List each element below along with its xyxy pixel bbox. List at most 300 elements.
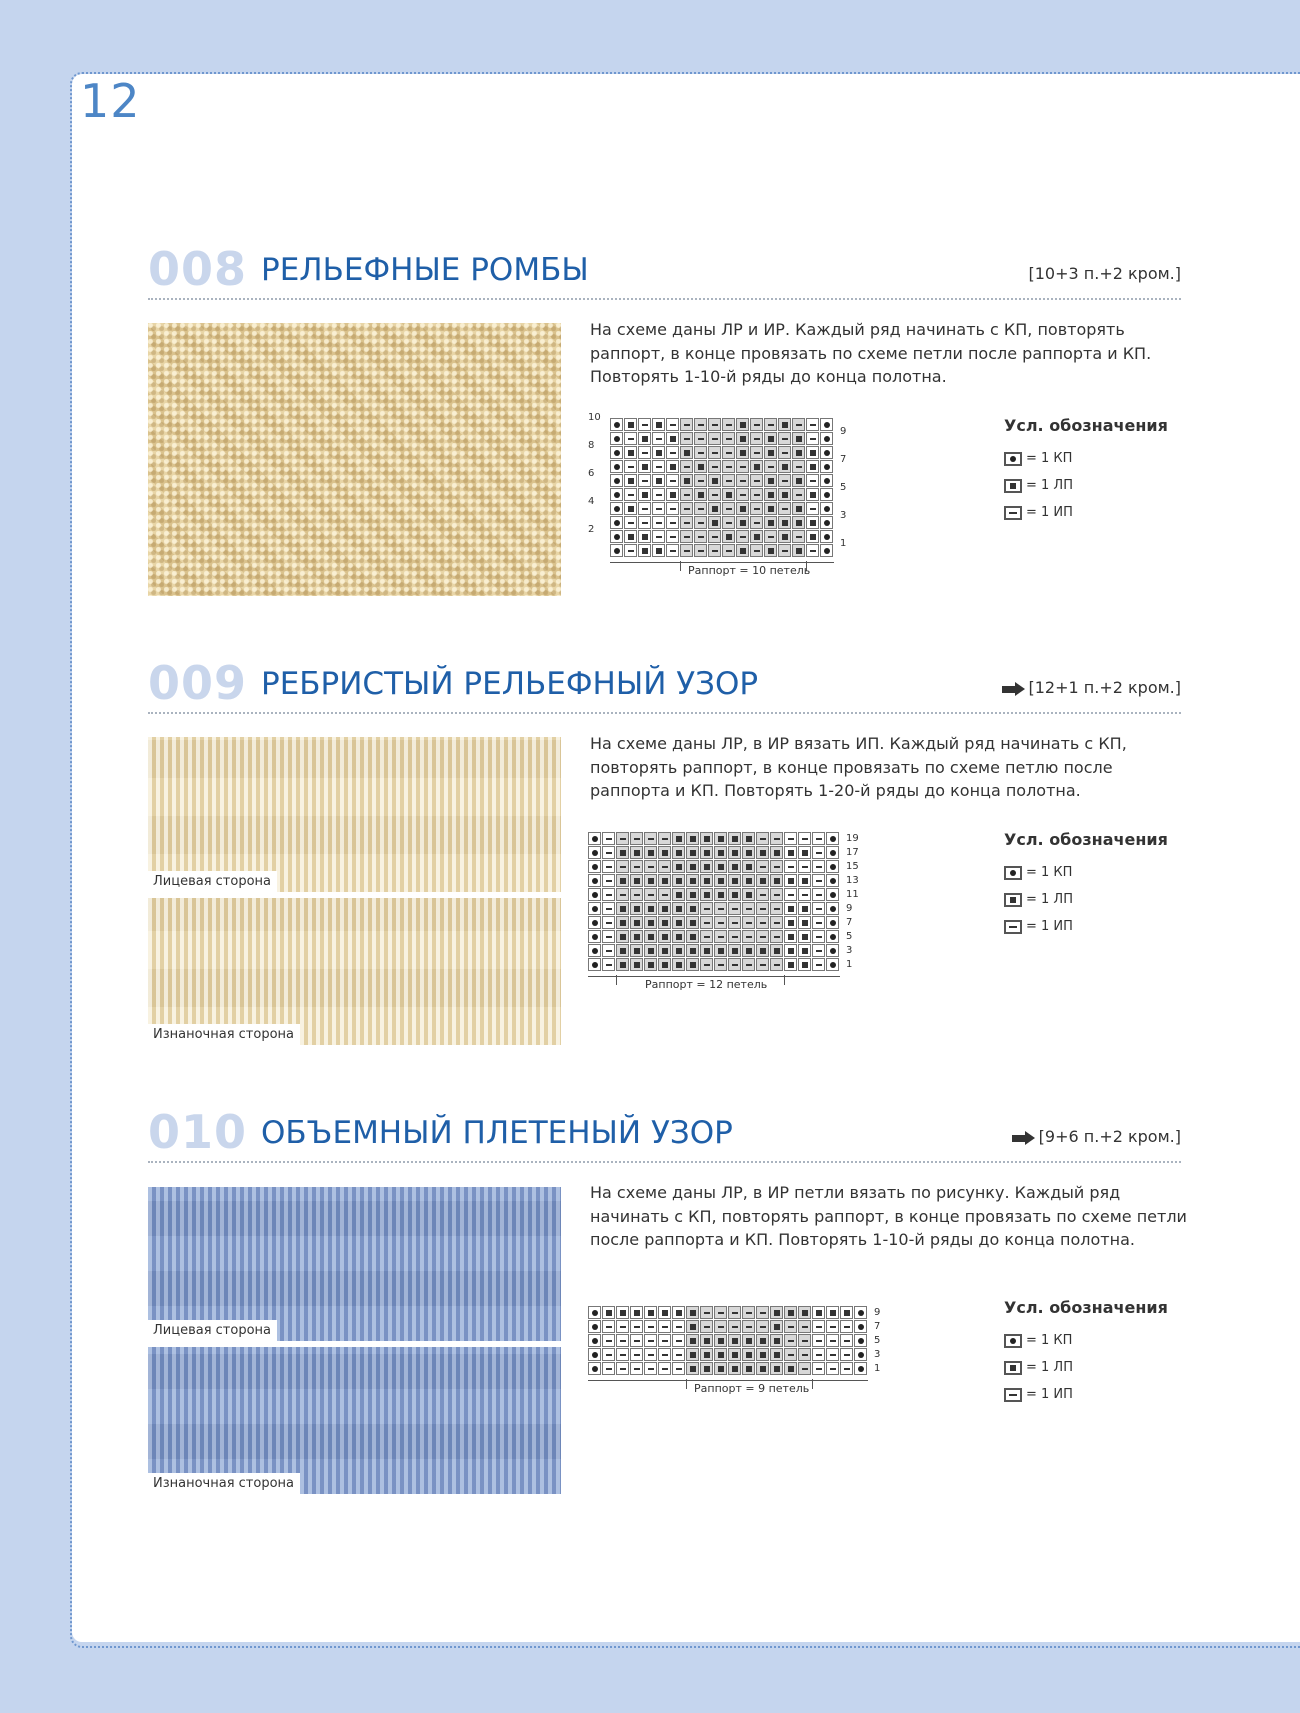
chart-cell-ip bbox=[750, 432, 763, 445]
chart-cell-ip bbox=[826, 1320, 839, 1333]
chart-cell-ip bbox=[722, 460, 735, 473]
chart-cell-ip bbox=[672, 1334, 685, 1347]
chart-cell-lp bbox=[764, 446, 777, 459]
filled-square-icon bbox=[690, 962, 696, 968]
chart-cell-lp bbox=[806, 516, 819, 529]
dash-icon bbox=[802, 1340, 808, 1342]
chart-cell-lp bbox=[624, 418, 637, 431]
chart-cell-ip bbox=[638, 502, 651, 515]
dot-icon bbox=[614, 450, 620, 456]
dot-icon bbox=[1004, 452, 1022, 466]
dash-icon bbox=[684, 466, 690, 468]
chart-cell-lp bbox=[770, 1334, 783, 1347]
chart-cell-ip bbox=[602, 1348, 615, 1361]
dot-icon bbox=[614, 422, 620, 428]
dash-icon bbox=[620, 1340, 626, 1342]
chart-cell-ip bbox=[722, 544, 735, 557]
filled-square-icon bbox=[648, 962, 654, 968]
chart-cell-lp bbox=[756, 874, 769, 887]
dash-icon bbox=[754, 494, 760, 496]
dash-icon bbox=[606, 908, 612, 910]
chart-cell-lp bbox=[792, 544, 805, 557]
dot-icon bbox=[614, 478, 620, 484]
filled-square-icon bbox=[810, 492, 816, 498]
chart-cell-lp bbox=[630, 930, 643, 943]
filled-square-icon bbox=[782, 422, 788, 428]
dot-icon bbox=[824, 450, 830, 456]
chart-cell-ip bbox=[652, 460, 665, 473]
section-number: 010 bbox=[148, 1105, 248, 1159]
chart-cell-ip bbox=[798, 1320, 811, 1333]
chart-cell-kp bbox=[610, 488, 623, 501]
chart-cell-lp bbox=[764, 488, 777, 501]
filled-square-icon bbox=[746, 1352, 752, 1358]
photo-caption: Изнаночная сторона bbox=[148, 1024, 300, 1045]
dot-icon bbox=[592, 1310, 598, 1316]
chart-cell-ip bbox=[736, 488, 749, 501]
filled-square-icon bbox=[718, 948, 724, 954]
dash-icon bbox=[746, 1326, 752, 1328]
dash-icon bbox=[620, 1326, 626, 1328]
dash-icon bbox=[754, 480, 760, 482]
knit-sample-photo-front bbox=[148, 1187, 561, 1341]
chart-cell-lp bbox=[770, 1362, 783, 1375]
dot-icon bbox=[824, 478, 830, 484]
chart-cell-ip bbox=[770, 958, 783, 971]
filled-square-icon bbox=[656, 478, 662, 484]
dash-icon bbox=[634, 894, 640, 896]
dot-icon bbox=[592, 836, 598, 842]
filled-square-icon bbox=[620, 934, 626, 940]
dash-icon bbox=[606, 880, 612, 882]
filled-square-icon bbox=[656, 450, 662, 456]
filled-square-icon bbox=[698, 464, 704, 470]
filled-square-icon bbox=[774, 948, 780, 954]
filled-square-icon bbox=[676, 948, 682, 954]
chart-row-number: 7 bbox=[846, 917, 853, 928]
dash-icon bbox=[628, 522, 634, 524]
chart-cell-lp bbox=[728, 860, 741, 873]
dot-icon bbox=[592, 1352, 598, 1358]
chart-cell-kp bbox=[588, 1320, 601, 1333]
legend-label: = 1 ЛП bbox=[1026, 892, 1073, 907]
dash-icon bbox=[628, 494, 634, 496]
chart-cell-ip bbox=[750, 474, 763, 487]
chart-cell-ip bbox=[666, 502, 679, 515]
chart-cell-lp bbox=[742, 888, 755, 901]
filled-square-icon bbox=[690, 1310, 696, 1316]
dash-icon bbox=[726, 508, 732, 510]
chart-cell-ip bbox=[644, 888, 657, 901]
dot-icon bbox=[830, 906, 836, 912]
chart-cell-ip bbox=[602, 1362, 615, 1375]
chart-cell-ip bbox=[680, 418, 693, 431]
filled-square-icon bbox=[802, 962, 808, 968]
chart-cell-ip bbox=[812, 958, 825, 971]
legend-item-lp bbox=[1004, 886, 1168, 913]
chart-cell-ip bbox=[736, 460, 749, 473]
chart-cell-lp bbox=[764, 474, 777, 487]
chart-cell-kp bbox=[588, 916, 601, 929]
filled-square-icon bbox=[768, 520, 774, 526]
chart-cell-kp bbox=[610, 446, 623, 459]
dash-icon bbox=[788, 866, 794, 868]
dot-icon bbox=[614, 436, 620, 442]
chart-cell-kp bbox=[588, 860, 601, 873]
dash-icon bbox=[676, 1368, 682, 1370]
chart-cell-lp bbox=[686, 958, 699, 971]
chart-cell-lp bbox=[764, 544, 777, 557]
chart-cell-lp bbox=[630, 846, 643, 859]
chart-cell-lp bbox=[700, 1348, 713, 1361]
filled-square-icon bbox=[648, 934, 654, 940]
chart-cell-ip bbox=[806, 544, 819, 557]
chart-cell-kp bbox=[588, 902, 601, 915]
photo-caption: Лицевая сторона bbox=[148, 871, 277, 892]
chart-cell-lp bbox=[764, 516, 777, 529]
chart-cell-ip bbox=[680, 544, 693, 557]
chart-cell-ip bbox=[630, 1348, 643, 1361]
chart-cell-ip bbox=[700, 902, 713, 915]
chart-cell-lp bbox=[686, 944, 699, 957]
chart-cell-ip bbox=[792, 460, 805, 473]
filled-square-icon bbox=[810, 520, 816, 526]
chart-cell-lp bbox=[778, 460, 791, 473]
chart-cell-lp bbox=[728, 1362, 741, 1375]
dash-icon bbox=[704, 936, 710, 938]
knit-sample-photo bbox=[148, 323, 561, 596]
chart-cell-kp bbox=[826, 930, 839, 943]
dash-icon bbox=[746, 922, 752, 924]
dash-icon bbox=[698, 438, 704, 440]
filled-square-icon bbox=[796, 450, 802, 456]
dash-icon bbox=[670, 424, 676, 426]
chart-cell-lp bbox=[770, 846, 783, 859]
dash-icon bbox=[732, 1326, 738, 1328]
chart-cell-lp bbox=[736, 502, 749, 515]
chart-cell-lp bbox=[798, 944, 811, 957]
chart-cell-ip bbox=[722, 432, 735, 445]
chart-row-number: 6 bbox=[588, 468, 595, 479]
chart-cell-lp bbox=[770, 944, 783, 957]
dot-icon bbox=[830, 864, 836, 870]
chart-cell-ip bbox=[630, 1362, 643, 1375]
filled-square-icon bbox=[690, 1352, 696, 1358]
dash-icon bbox=[698, 424, 704, 426]
dot-icon bbox=[614, 534, 620, 540]
legend-label: = 1 КП bbox=[1026, 1333, 1073, 1348]
chart-cell-ip bbox=[616, 888, 629, 901]
rapport-bracket bbox=[588, 1380, 868, 1381]
chart-cell-ip bbox=[624, 544, 637, 557]
dash-icon bbox=[648, 1354, 654, 1356]
filled-square-icon bbox=[746, 948, 752, 954]
dash-icon bbox=[620, 894, 626, 896]
filled-square-icon bbox=[740, 548, 746, 554]
chart-cell-lp bbox=[778, 418, 791, 431]
chart-cell-ip bbox=[778, 432, 791, 445]
chart-cell-lp bbox=[686, 832, 699, 845]
chart-cell-lp bbox=[644, 958, 657, 971]
legend-item-lp bbox=[1004, 1354, 1168, 1381]
filled-square-icon bbox=[690, 1338, 696, 1344]
chart-cell-lp bbox=[672, 944, 685, 957]
chart-cell-lp bbox=[806, 488, 819, 501]
chart-cell-ip bbox=[644, 1320, 657, 1333]
chart-cell-ip bbox=[624, 488, 637, 501]
chart-cell-ip bbox=[602, 832, 615, 845]
dash-icon bbox=[816, 852, 822, 854]
chart-cell-ip bbox=[826, 1334, 839, 1347]
filled-square-icon bbox=[732, 948, 738, 954]
dash-icon bbox=[726, 438, 732, 440]
chart-cell-ip bbox=[708, 488, 721, 501]
chart-cell-lp bbox=[714, 832, 727, 845]
chart-cell-ip bbox=[708, 446, 721, 459]
chart-cell-lp bbox=[644, 874, 657, 887]
knitting-chart bbox=[588, 832, 908, 1002]
chart-cell-ip bbox=[624, 432, 637, 445]
chart-cell-ip bbox=[700, 958, 713, 971]
chart-cell-ip bbox=[680, 516, 693, 529]
chart-cell-lp bbox=[672, 1306, 685, 1319]
filled-square-icon bbox=[676, 920, 682, 926]
chart-cell-ip bbox=[700, 930, 713, 943]
legend-item-kp bbox=[1004, 1327, 1168, 1354]
filled-square-icon bbox=[718, 892, 724, 898]
chart-cell-lp bbox=[694, 488, 707, 501]
filled-square-icon bbox=[788, 1366, 794, 1372]
filled-square-icon bbox=[732, 1366, 738, 1372]
filled-square-icon bbox=[676, 1310, 682, 1316]
dash-icon bbox=[754, 508, 760, 510]
chart-cell-ip bbox=[602, 1320, 615, 1333]
chart-cell-lp bbox=[672, 958, 685, 971]
dash-icon bbox=[788, 1326, 794, 1328]
filled-square-icon bbox=[732, 864, 738, 870]
chart-cell-lp bbox=[700, 888, 713, 901]
dash-icon bbox=[816, 922, 822, 924]
dash-icon bbox=[810, 424, 816, 426]
chart-cell-ip bbox=[742, 1306, 755, 1319]
chart-cell-lp bbox=[714, 846, 727, 859]
chart-cell-ip bbox=[638, 418, 651, 431]
chart-cell-ip bbox=[728, 1306, 741, 1319]
dash-icon bbox=[768, 424, 774, 426]
dash-icon bbox=[746, 1312, 752, 1314]
chart-cell-lp bbox=[770, 1306, 783, 1319]
chart-cell-lp bbox=[798, 1306, 811, 1319]
filled-square-icon bbox=[684, 450, 690, 456]
chart-cell-ip bbox=[770, 860, 783, 873]
chart-cell-lp bbox=[792, 516, 805, 529]
pattern-description: На схеме даны ЛР, в ИР вязать ИП. Каждый ряд начинать с КП, повторять раппорт, в конце провязать по схеме петлю после раппорта и КП. Повторять 1-20-й ряды до конца полотна. bbox=[590, 734, 1127, 800]
dash-icon bbox=[732, 964, 738, 966]
chart-cell-ip bbox=[806, 474, 819, 487]
dash-icon bbox=[642, 522, 648, 524]
dash-icon bbox=[670, 536, 676, 538]
dash-icon bbox=[726, 452, 732, 454]
chart-cell-lp bbox=[708, 474, 721, 487]
dash-icon bbox=[816, 866, 822, 868]
chart-cell-ip bbox=[756, 1306, 769, 1319]
filled-square-icon bbox=[802, 948, 808, 954]
filled-square-icon bbox=[648, 850, 654, 856]
filled-square-icon bbox=[768, 548, 774, 554]
chart-cell-lp bbox=[742, 1334, 755, 1347]
chart-cell-ip bbox=[798, 832, 811, 845]
chart-cell-kp bbox=[854, 1362, 867, 1375]
chart-cell-ip bbox=[826, 1362, 839, 1375]
filled-square-icon bbox=[774, 878, 780, 884]
chart-cell-ip bbox=[722, 418, 735, 431]
chart-cell-ip bbox=[644, 1362, 657, 1375]
chart-cell-lp bbox=[700, 860, 713, 873]
dash-icon bbox=[698, 536, 704, 538]
chart-cell-lp bbox=[728, 874, 741, 887]
filled-square-icon bbox=[690, 1366, 696, 1372]
filled-square-icon bbox=[810, 534, 816, 540]
chart-cell-lp bbox=[728, 888, 741, 901]
chart-cell-ip bbox=[624, 460, 637, 473]
dash-icon bbox=[606, 866, 612, 868]
chart-cell-kp bbox=[588, 944, 601, 957]
chart-row-number: 1 bbox=[846, 959, 853, 970]
chart-cell-ip bbox=[644, 832, 657, 845]
chart-cell-lp bbox=[616, 1306, 629, 1319]
chart-cell-ip bbox=[840, 1320, 853, 1333]
chart-cell-lp bbox=[624, 446, 637, 459]
filled-square-icon bbox=[746, 864, 752, 870]
chart-cell-lp bbox=[736, 544, 749, 557]
section-number: 008 bbox=[148, 242, 248, 296]
chart-cell-ip bbox=[806, 432, 819, 445]
filled-square-icon bbox=[732, 892, 738, 898]
legend-title: Усл. обозначения bbox=[1004, 830, 1168, 849]
chart-cell-lp bbox=[652, 474, 665, 487]
filled-square-icon bbox=[704, 1338, 710, 1344]
chart-cell-kp bbox=[854, 1320, 867, 1333]
filled-square-icon bbox=[662, 934, 668, 940]
filled-square-icon bbox=[628, 478, 634, 484]
chart-cell-lp bbox=[792, 446, 805, 459]
chart-cell-ip bbox=[666, 530, 679, 543]
chart-cell-lp bbox=[672, 888, 685, 901]
filled-square-icon bbox=[642, 436, 648, 442]
dash-icon bbox=[754, 438, 760, 440]
dot-icon bbox=[592, 878, 598, 884]
chart-cell-lp bbox=[638, 544, 651, 557]
chart-cell-ip bbox=[616, 860, 629, 873]
chart-row-number: 5 bbox=[846, 931, 853, 942]
dash-icon bbox=[634, 1368, 640, 1370]
dash-icon bbox=[648, 1340, 654, 1342]
filled-square-icon bbox=[718, 1366, 724, 1372]
dash-icon bbox=[712, 424, 718, 426]
filled-square-icon bbox=[788, 1310, 794, 1316]
dash-icon bbox=[1004, 1388, 1022, 1402]
chart-cell-lp bbox=[784, 1362, 797, 1375]
chart-cell-ip bbox=[616, 1348, 629, 1361]
chart-cell-ip bbox=[708, 544, 721, 557]
chart-cell-lp bbox=[806, 446, 819, 459]
chart-cell-lp bbox=[686, 916, 699, 929]
chart-cell-lp bbox=[672, 930, 685, 943]
dash-icon bbox=[816, 1326, 822, 1328]
chart-row-number: 15 bbox=[846, 861, 859, 872]
rapport-tick bbox=[812, 1379, 813, 1389]
chart-cell-ip bbox=[784, 860, 797, 873]
chart-cell-ip bbox=[722, 474, 735, 487]
stitch-count bbox=[1029, 264, 1182, 283]
legend-label: = 1 КП bbox=[1026, 451, 1073, 466]
chart-cell-ip bbox=[602, 888, 615, 901]
chart-cell-lp bbox=[658, 846, 671, 859]
chart-cell-ip bbox=[680, 530, 693, 543]
filled-square-icon bbox=[774, 1366, 780, 1372]
chart-cell-lp bbox=[798, 902, 811, 915]
chart-cell-lp bbox=[700, 944, 713, 957]
section-divider bbox=[148, 1161, 1181, 1163]
filled-square-icon bbox=[802, 934, 808, 940]
chart-cell-lp bbox=[658, 874, 671, 887]
chart-cell-kp bbox=[826, 832, 839, 845]
filled-square-icon bbox=[768, 506, 774, 512]
chart-cell-lp bbox=[756, 944, 769, 957]
chart-cell-ip bbox=[728, 930, 741, 943]
chart-cell-lp bbox=[756, 1334, 769, 1347]
chart-cell-ip bbox=[652, 432, 665, 445]
dash-icon bbox=[830, 1354, 836, 1356]
dash-icon bbox=[782, 438, 788, 440]
chart-cell-ip bbox=[694, 432, 707, 445]
chart-row-number: 7 bbox=[874, 1321, 881, 1332]
chart-cell-lp bbox=[708, 502, 721, 515]
filled-square-icon bbox=[628, 534, 634, 540]
dash-icon bbox=[746, 964, 752, 966]
chart-row-number: 9 bbox=[874, 1307, 881, 1318]
filled-square-icon bbox=[698, 492, 704, 498]
chart-cell-ip bbox=[616, 832, 629, 845]
chart-cell-ip bbox=[812, 860, 825, 873]
chart-cell-lp bbox=[686, 1348, 699, 1361]
chart-cell-ip bbox=[708, 460, 721, 473]
filled-square-icon bbox=[718, 878, 724, 884]
chart-cell-lp bbox=[840, 1306, 853, 1319]
dash-icon bbox=[656, 508, 662, 510]
chart-cell-lp bbox=[792, 474, 805, 487]
knitting-chart bbox=[588, 1306, 928, 1416]
chart-cell-lp bbox=[658, 944, 671, 957]
chart-row-number: 3 bbox=[846, 945, 853, 956]
filled-square-icon bbox=[802, 920, 808, 926]
chart-cell-ip bbox=[792, 418, 805, 431]
filled-square-icon bbox=[690, 878, 696, 884]
chart-cell-lp bbox=[616, 930, 629, 943]
chart-cell-lp bbox=[798, 874, 811, 887]
chart-cell-lp bbox=[624, 502, 637, 515]
dash-icon bbox=[684, 550, 690, 552]
dash-icon bbox=[760, 1326, 766, 1328]
dash-icon bbox=[620, 1368, 626, 1370]
chart-cell-lp bbox=[700, 874, 713, 887]
dash-icon bbox=[712, 466, 718, 468]
filled-square-icon bbox=[774, 1352, 780, 1358]
chart-cell-lp bbox=[658, 902, 671, 915]
pattern-description: На схеме даны ЛР, в ИР петли вязать по рисунку. Каждый ряд начинать с КП, повторять раппорт, в конце провязать по схеме петли после раппорта и КП. Повторять 1-10-й ряды до конца полотна. bbox=[590, 1183, 1187, 1249]
chart-cell-ip bbox=[700, 916, 713, 929]
filled-square-icon bbox=[628, 422, 634, 428]
